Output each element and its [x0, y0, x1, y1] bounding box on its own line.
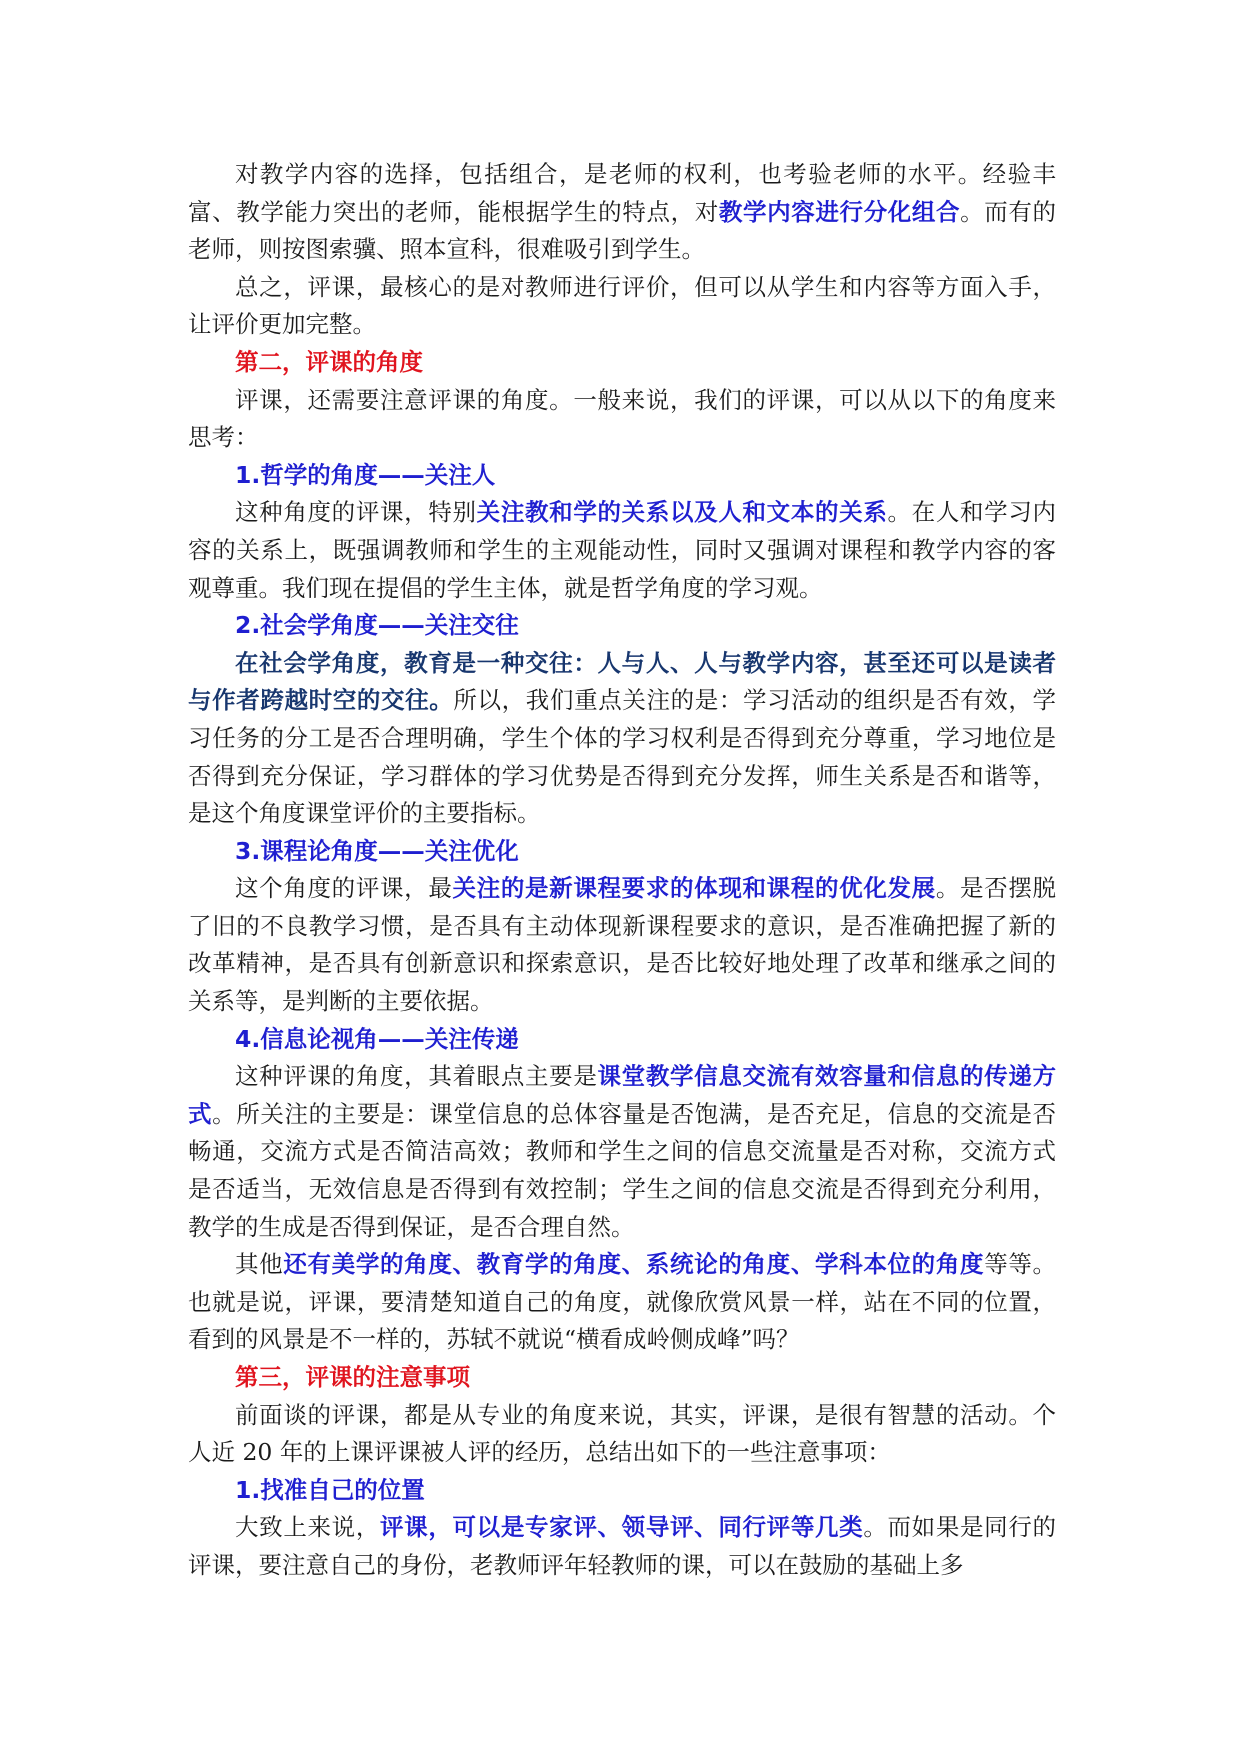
paragraph-information	[188, 1058, 1056, 1246]
subheading-curriculum: 3.课程论角度——关注优化	[235, 836, 519, 865]
paragraph-curriculum	[188, 870, 1056, 1020]
highlighted-text: 还有美学的角度、教育学的角度、系统论的角度、学科本位的角度	[283, 1250, 985, 1279]
highlighted-text: 课堂教学信息交流有效容量和信息的传递方式	[188, 1062, 1056, 1128]
highlighted-text: 关注教和学的关系以及人和文本的关系	[476, 498, 888, 527]
paragraph-other-angles	[188, 1246, 1056, 1359]
paragraph-text: 。而如果是同行的评课，要注意自己的身份，老教师评年轻教师的课，可以在鼓励的基础上多	[188, 1513, 1057, 1579]
section-heading-notes: 第三，评课的注意事项	[235, 1363, 470, 1391]
subheading-information: 4.信息论视角——关注传递	[235, 1024, 519, 1053]
paragraph-text: 这种评课的角度，其着眼点主要是	[235, 1062, 598, 1091]
paragraph-position	[188, 1509, 1056, 1584]
paragraph-text: 其他	[235, 1250, 284, 1279]
paragraph-text: 。所关注的主要是：课堂信息的总体容量是否饱满，是否充足，信息的交流是否畅通，交流方式是否简洁高效；教师和学生之间的信息交流量是否对称，交流方式是否适当，无效信息是否得到有效控制；学生之间的信息交流是否得到充分利用，教学的生成是否得到保证，是否合理自然。	[188, 1099, 1057, 1241]
paragraph-text: 。是否摆脱了旧的不良教学习惯，是否具有主动体现新课程要求的意识，是否准确把握了新的改革精神，是否具有创新意识和探索意识，是否比较好地处理了改革和继承之间的关系等，是判断的主要依据。	[188, 874, 1057, 1016]
paragraph-notes-intro: 前面谈的评课，都是从专业的角度来说，其实，评课，是很有智慧的活动。个人近 20 年的上课评课被人评的经历，总结出如下的一些注意事项：	[188, 1400, 1056, 1467]
paragraph-text: 等等。也就是说，评课，要清楚知道自己的角度，就像欣赏风景一样，站在不同的位置，看到的风景是不一样的，苏轼不就说“横看成岭侧成峰”吗？	[188, 1250, 1057, 1354]
paragraph-text: 对教学内容的选择，包括组合，是老师的权利，也考验老师的水平。经验丰富、教学能力突出的老师，能根据学生的特点，对	[188, 160, 1056, 226]
subheading-position: 1.找准自己的位置	[235, 1475, 425, 1504]
document-body	[188, 156, 1056, 1585]
paragraph-sociology	[188, 645, 1056, 833]
paragraph-text: 大致上来说，	[235, 1513, 380, 1542]
paragraph-angles-intro: 评课，还需要注意评课的角度。一般来说，我们的评课，可以从以下的角度来思考：	[188, 385, 1056, 452]
highlighted-text: 评课，可以是专家评、领导评、同行评等几类	[380, 1513, 864, 1542]
subheading-philosophy: 1.哲学的角度——关注人	[235, 460, 496, 489]
subheading-sociology: 2.社会学角度——关注交往	[235, 611, 519, 640]
paragraph-content-selection	[188, 156, 1056, 269]
paragraph-text: 。而有的老师，则按图索骥、照本宣科，很难吸引到学生。	[188, 197, 1057, 264]
paragraph-summary: 总之，评课，最核心的是对教师进行评价，但可以从学生和内容等方面入手，让评价更加完整。	[188, 272, 1056, 339]
highlighted-text: 关注的是新课程要求的体现和课程的优化发展	[452, 874, 936, 903]
paragraph-text: 所以，我们重点关注的是：学习活动的组织是否有效，学习任务的分工是否合理明确，学生个体的学习权利是否得到充分尊重，学习地位是否得到充分保证，学习群体的学习优势是否得到充分发挥，师生关系是否和谐等，是这个角度课堂评价的主要指标。	[188, 686, 1057, 828]
highlighted-text: 教学内容进行分化组合	[718, 197, 961, 226]
section-heading-angles: 第二，评课的角度	[235, 347, 423, 376]
paragraph-text: 这种角度的评课，特别	[235, 498, 477, 527]
paragraph-text: 。在人和学习内容的关系上，既强调教师和学生的主观能动性，同时又强调对课程和教学内容的客观尊重。我们现在提倡的学生主体，就是哲学角度的学习观。	[188, 498, 1057, 602]
paragraph-philosophy	[188, 494, 1056, 607]
paragraph-text: 这个角度的评课，最	[235, 874, 453, 903]
highlighted-text: 在社会学角度，教育是一种交往：人与人、人与教学内容，甚至还可以是读者与作者跨越时空的交往。	[188, 648, 1056, 715]
